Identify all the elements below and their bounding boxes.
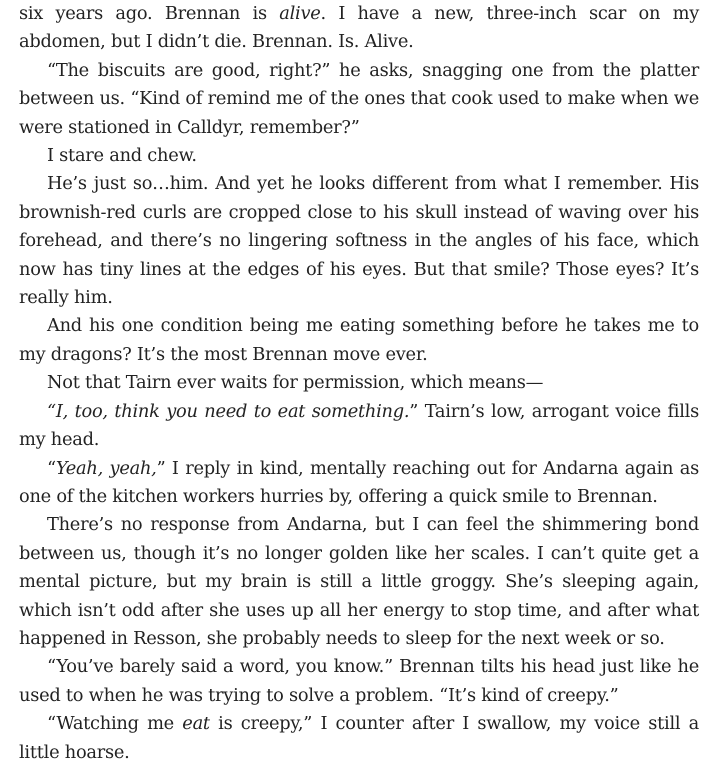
italic-span: eat bbox=[182, 713, 210, 735]
text-span: “Watching me bbox=[47, 713, 183, 735]
paragraph bbox=[19, 142, 699, 170]
paragraph bbox=[19, 312, 699, 369]
paragraph bbox=[19, 653, 699, 710]
italic-span: alive bbox=[279, 3, 321, 24]
text-span: ” Tairn’s low, arrogant voice fills my head. bbox=[19, 400, 699, 451]
text-span: six years ago. Brennan is bbox=[19, 3, 280, 24]
italic-span: Yeah, yeah, bbox=[55, 457, 157, 479]
text-span: And his one condition being me eating something before he takes me to my dragons? It’s the most Brennan move ever. bbox=[19, 315, 699, 365]
text-span: I stare and chew. bbox=[47, 145, 197, 167]
italic-span: “I, too, think you need to eat something. bbox=[47, 400, 410, 422]
text-span: “The biscuits are good, right?” he asks, snagging one from the platter between us. “Kind of remind me of the ones that cook used to make when we were stationed in Calldyr, remember?” bbox=[19, 59, 699, 138]
text-span: is creepy,” I counter after I swallow, my voice still a little hoarse. bbox=[19, 713, 699, 763]
paragraph bbox=[19, 511, 699, 653]
paragraph bbox=[19, 710, 699, 767]
paragraph bbox=[19, 369, 699, 397]
text-span: . I have a new, three-inch scar on my abdomen, but I didn’t die. Brennan. Is. Alive. bbox=[19, 3, 699, 53]
paragraph bbox=[19, 0, 699, 57]
text-span: “You’ve barely said a word, you know.” Brennan tilts his head just like he used to when he was trying to solve a problem. “It’s kind of creepy.” bbox=[19, 656, 699, 706]
text-span: “ bbox=[47, 457, 56, 479]
paragraph bbox=[19, 398, 699, 455]
text-span: There’s no response from Andarna, but I can feel the shimmering bond between us, though it’s no longer golden like her scales. I can’t quite get a mental picture, but my brain is still a little groggy. She’s sleeping again, which isn’t odd after she uses up all her energy to stop time, and after what happened in Resson, she probably needs to sleep for the next week or so. bbox=[19, 514, 699, 649]
text-span: He’s just so…him. And yet he looks different from what I remember. His brownish-red curls are cropped close to his skull instead of waving over his forehead, and there’s no lingering softness in the angles of his face, which now has tiny lines at the edges of his eyes. But that smile? Those eyes? It’s really him. bbox=[19, 173, 699, 309]
text-span: ” I reply in kind, mentally reaching out for Andarna again as one of the kitchen workers hurries by, offering a quick smile to Brennan. bbox=[19, 457, 699, 507]
text-span: Not that Tairn ever waits for permission, which means— bbox=[47, 372, 544, 394]
paragraph bbox=[19, 57, 699, 142]
paragraph bbox=[19, 455, 699, 512]
paragraph bbox=[19, 170, 699, 312]
page-text bbox=[19, 0, 699, 767]
